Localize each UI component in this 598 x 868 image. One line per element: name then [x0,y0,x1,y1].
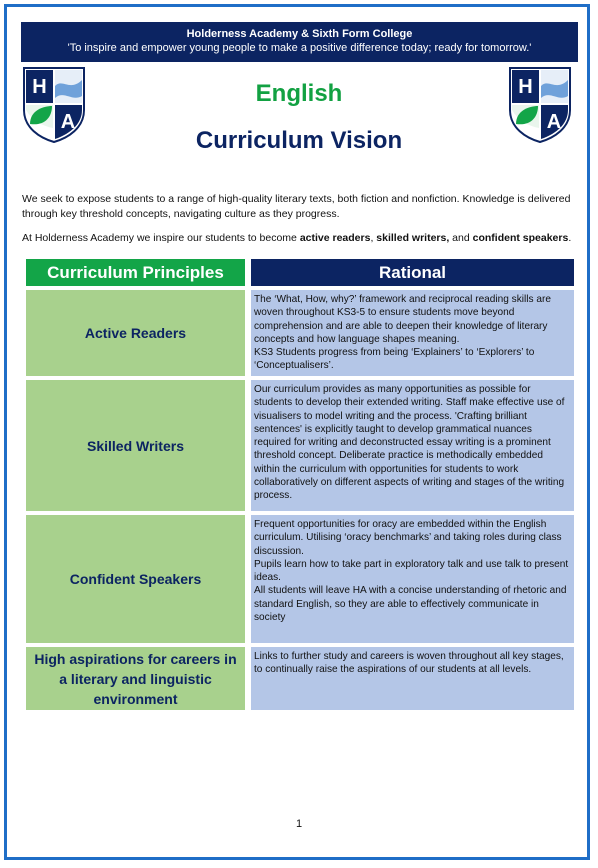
principle-cell: Skilled Writers [26,380,245,511]
principle-cell: Active Readers [26,290,245,376]
separator: and [449,232,473,244]
intro-statement-text: At Holderness Academy we inspire our students to become [22,232,300,244]
rational-cell [251,647,574,710]
highlight-skilled-writers: skilled writers, [376,232,450,244]
logo-letter-h: H [518,76,533,98]
intro-paragraph: We seek to expose students to a range of high-quality literary texts, both fiction and nonfiction. Knowledge is delivered through key threshold concepts, navigating culture as they progress. [22,193,571,220]
school-name: Holderness Academy & Sixth Form College [186,28,413,40]
intro-statement [22,231,578,246]
rational-text: KS3 Students progress from being ‘Explainers’ to ‘Explorers’ to ‘Conceptualisers’. [254,347,535,372]
rational-text: Pupils learn how to take part in exploratory talk and use talk to present ideas. [254,558,569,584]
page-title: Curriculum Vision [195,127,403,154]
rational-cell [251,380,574,511]
logo-letter-a: A [546,111,562,133]
page-number: 1 [295,818,303,830]
rational-text: Our curriculum provides as many opportunities as possible for students to develop their extended writing. Staff make effective use of visualisers to model writing and the process. 'Crafting brilliant sentences' is explicitly taught to develop grammatical nuances required for writing and deconstructed essay writing is a prominent threshold concept. Deliberate practice is methodically embedded within the curriculum with opportunities for students to work collaboratively on different aspects of writing and stages of the writing process. [254,384,565,502]
rational-text: Links to further study and careers is woven throughout all key stages, to continually raise the aspirations of our students at all levels. [254,651,564,676]
principle-cell: High aspirations for careers in a literary and linguistic environment [26,647,245,710]
subject-heading: English [255,80,343,107]
rational-cell [251,290,574,376]
school-banner [21,22,578,62]
full-stop: . [568,232,572,244]
column-header-principles: Curriculum Principles [26,259,245,286]
highlight-active-readers: active readers [299,232,371,244]
rational-cell [251,515,574,643]
highlight-confident-speakers: confident speakers [472,232,569,244]
logo-letter-a: A [60,111,76,133]
rational-text: All students will leave HA with a concise understanding of rhetoric and standard English, so they are able to effectively communicate in society [254,585,567,624]
rational-text: Frequent opportunities for oracy are embedded within the English curriculum. Utilising ‘oracy benchmarks’ and taking roles during class discussion. [254,519,562,557]
logo-letter-h: H [32,76,47,98]
principle-cell: Confident Speakers [26,515,245,643]
school-motto: 'To inspire and empower young people to make a positive difference today; ready for tomorrow.' [67,42,532,54]
separator: , [370,232,377,244]
rational-text: The ‘What, How, why?’ framework and reciprocal reading skills are woven throughout KS3-5 to ensure students move beyond comprehension and are able to deepen their knowledge of literary concepts and how language shapes meaning. [254,294,551,345]
column-header-rational: Rational [251,259,574,286]
